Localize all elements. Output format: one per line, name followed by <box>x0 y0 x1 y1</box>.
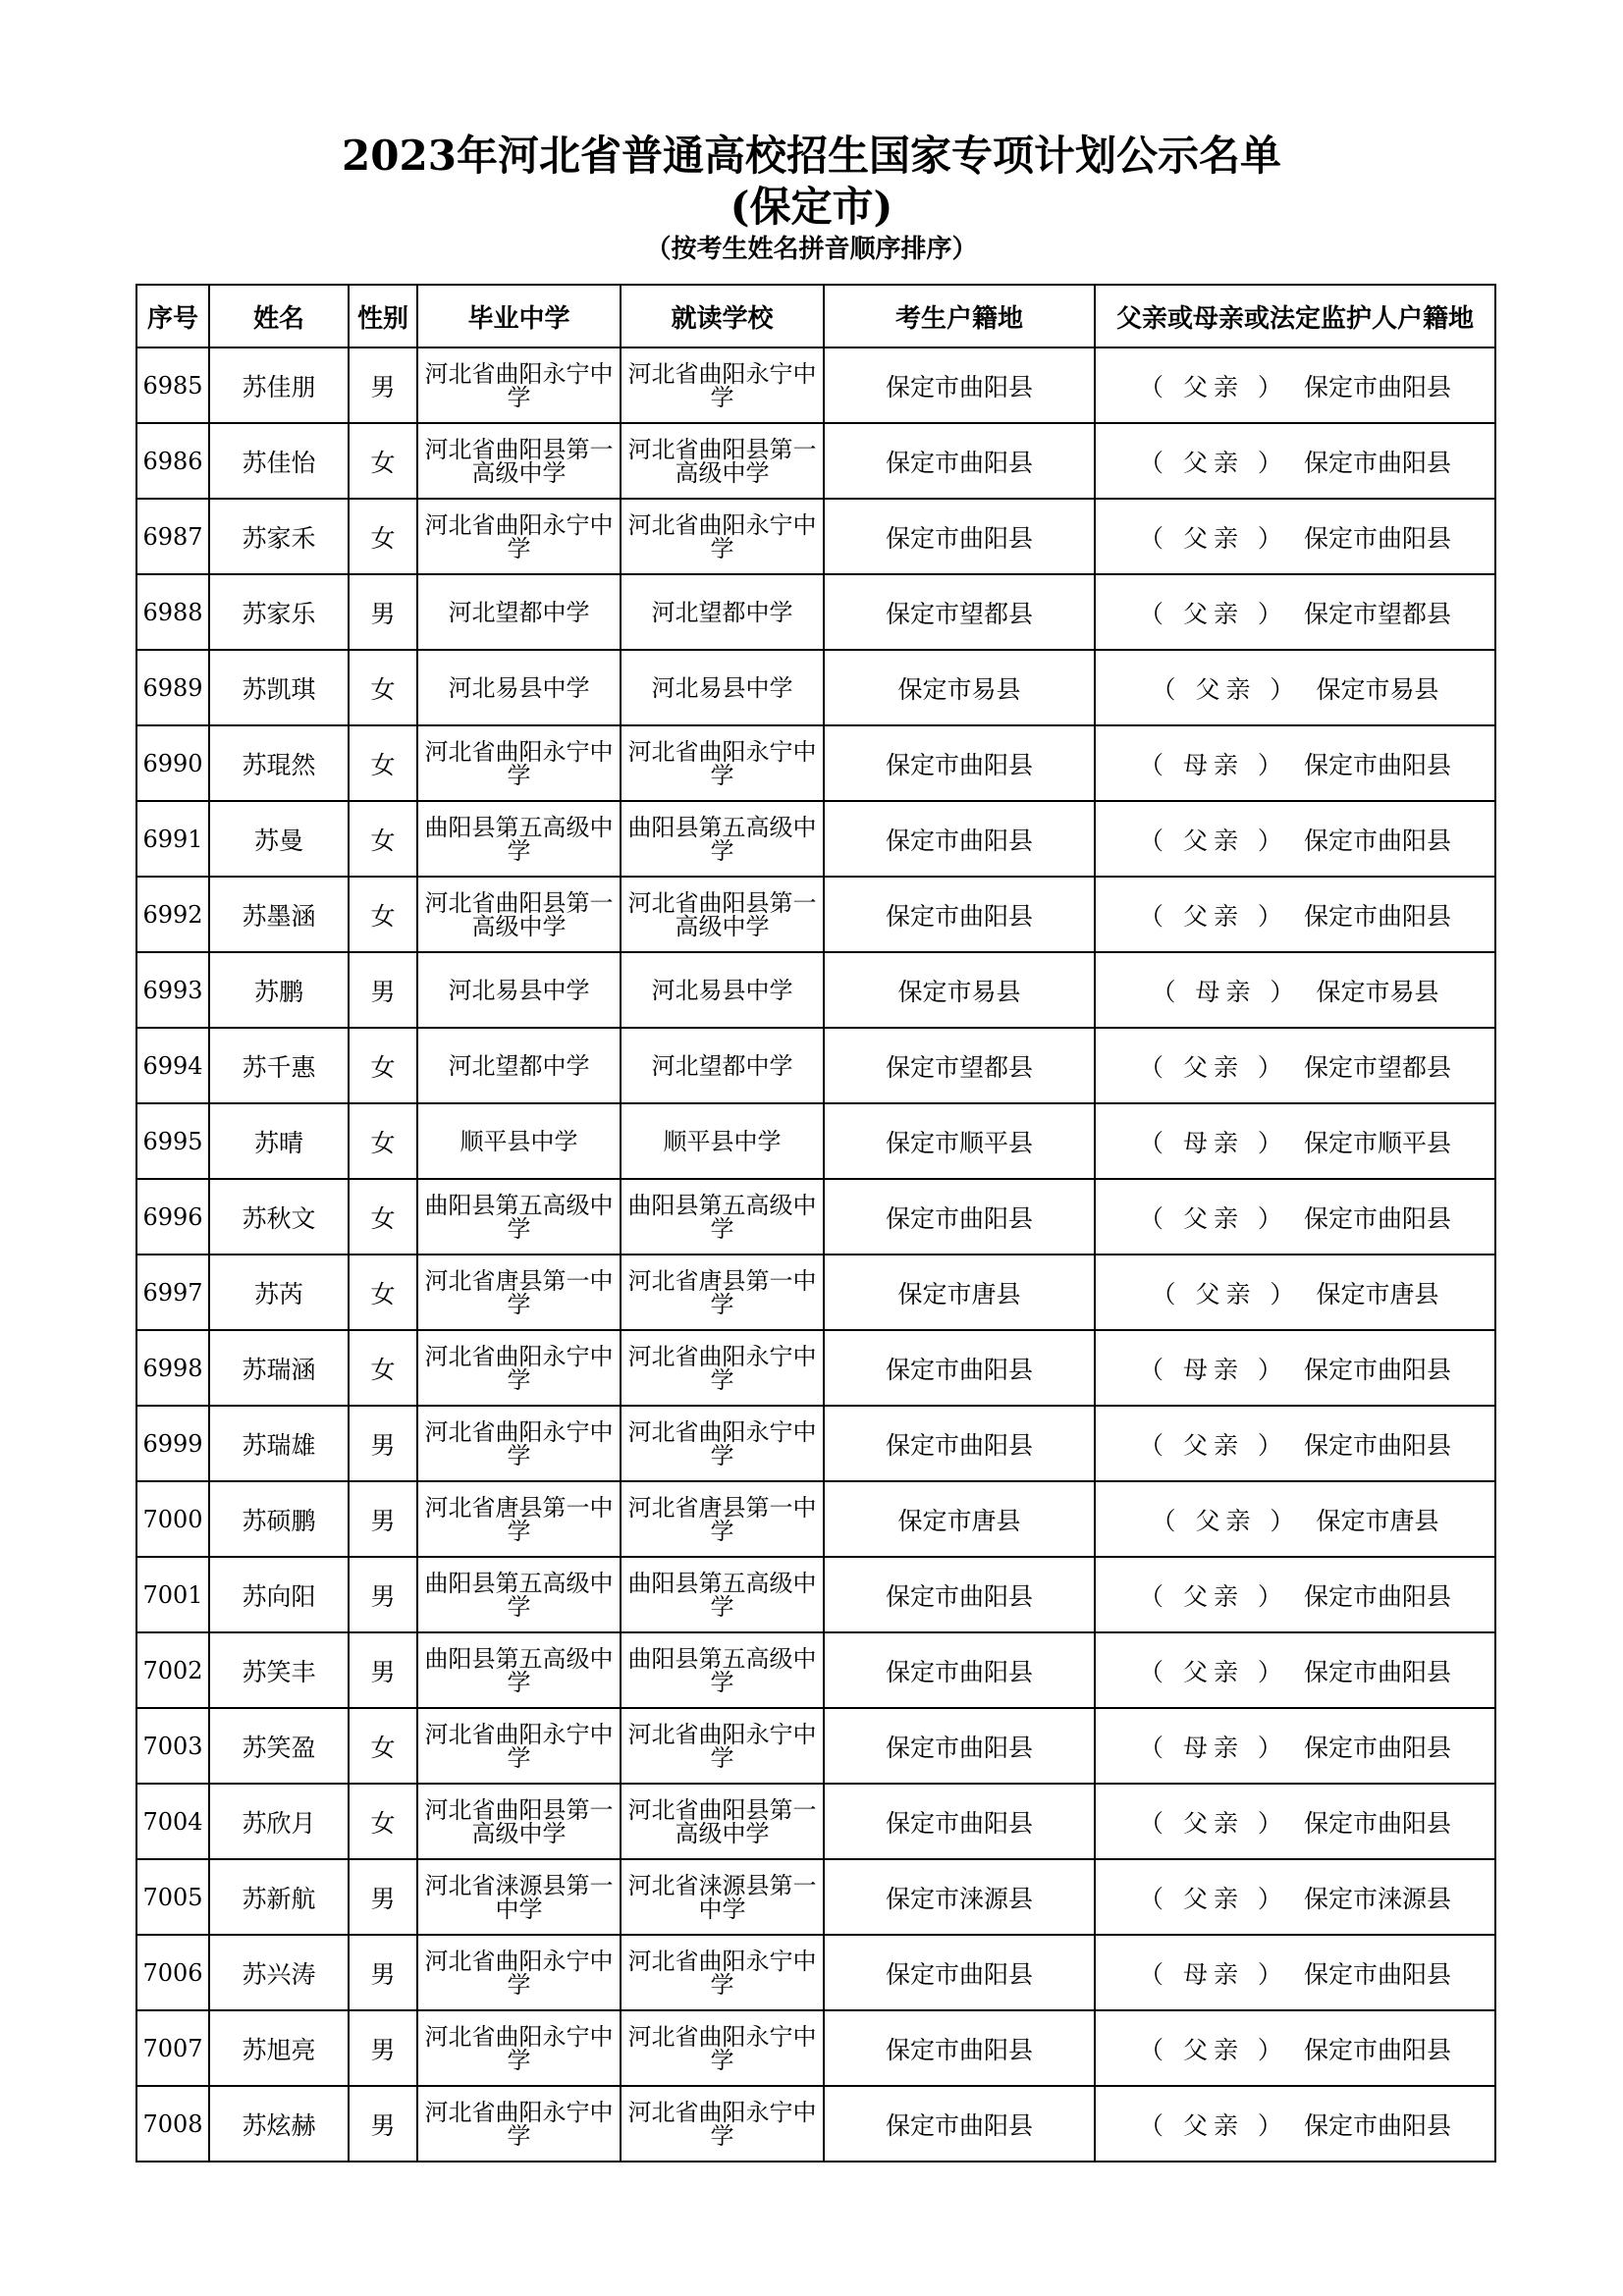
cell-name: 苏晴 <box>209 1103 349 1179</box>
cell-guardian-hukou <box>1095 1859 1495 1935</box>
table-row <box>136 1406 1495 1481</box>
guardian-relation: （ 母亲 ） <box>1139 1128 1288 1157</box>
guardian-relation: （ 父亲 ） <box>1139 1884 1288 1913</box>
cell-hukou: 保定市望都县 <box>824 1028 1095 1103</box>
guardian-place: 保定市曲阳县 <box>1303 750 1451 779</box>
cell-current-school: 河北省曲阳永宁中学 <box>621 1935 824 2010</box>
cell-name: 苏瑞涵 <box>209 1330 349 1406</box>
cell-grad-school: 曲阳县第五高级中学 <box>417 1632 621 1708</box>
cell-hukou: 保定市唐县 <box>824 1255 1095 1330</box>
cell-name: 苏炫赫 <box>209 2086 349 2162</box>
cell-guardian-hukou <box>1095 1255 1495 1330</box>
cell-gender: 女 <box>349 650 417 725</box>
cell-gender: 女 <box>349 423 417 499</box>
cell-hukou: 保定市望都县 <box>824 574 1095 650</box>
cell-current-school: 河北省曲阳永宁中学 <box>621 2086 824 2162</box>
cell-name: 苏鹏 <box>209 952 349 1028</box>
cell-hukou: 保定市曲阳县 <box>824 1708 1095 1784</box>
column-header-current-school: 就读学校 <box>621 285 824 347</box>
cell-current-school: 河北望都中学 <box>621 1028 824 1103</box>
table-row <box>136 1255 1495 1330</box>
guardian-place: 保定市曲阳县 <box>1303 826 1451 855</box>
cell-current-school: 河北省曲阳县第一高级中学 <box>621 877 824 952</box>
column-header-gender: 性别 <box>349 285 417 347</box>
guardian-place: 保定市曲阳县 <box>1303 523 1451 553</box>
cell-name: 苏千惠 <box>209 1028 349 1103</box>
cell-current-school: 河北省曲阳县第一高级中学 <box>621 1784 824 1859</box>
cell-current-school: 河北省曲阳永宁中学 <box>621 2010 824 2086</box>
cell-no: 6996 <box>136 1179 209 1255</box>
cell-guardian-hukou <box>1095 347 1495 423</box>
guardian-place: 保定市易县 <box>1316 674 1439 704</box>
cell-gender: 男 <box>349 2010 417 2086</box>
cell-current-school: 曲阳县第五高级中学 <box>621 1557 824 1632</box>
cell-no: 7003 <box>136 1708 209 1784</box>
cell-gender: 女 <box>349 499 417 574</box>
cell-grad-school: 河北省唐县第一中学 <box>417 1481 621 1557</box>
document-subtitle: (保定市) <box>730 183 893 231</box>
cell-gender: 女 <box>349 877 417 952</box>
cell-name: 苏凯琪 <box>209 650 349 725</box>
cell-guardian-hukou <box>1095 1557 1495 1632</box>
cell-hukou: 保定市曲阳县 <box>824 2086 1095 2162</box>
table-row <box>136 650 1495 725</box>
guardian-place: 保定市曲阳县 <box>1303 2110 1451 2140</box>
table-row <box>136 423 1495 499</box>
table-row <box>136 1859 1495 1935</box>
cell-grad-school: 河北易县中学 <box>417 952 621 1028</box>
cell-name: 苏硕鹏 <box>209 1481 349 1557</box>
cell-gender: 女 <box>349 1103 417 1179</box>
guardian-relation: （ 父亲 ） <box>1139 599 1288 628</box>
guardian-place: 保定市曲阳县 <box>1303 1581 1451 1611</box>
table-row <box>136 1557 1495 1632</box>
cell-no: 7008 <box>136 2086 209 2162</box>
cell-gender: 女 <box>349 801 417 877</box>
guardian-place: 保定市曲阳县 <box>1303 1355 1451 1384</box>
table-row <box>136 1103 1495 1179</box>
guardian-relation: （ 父亲 ） <box>1139 826 1288 855</box>
cell-name: 苏瑞雄 <box>209 1406 349 1481</box>
guardian-relation: （ 父亲 ） <box>1139 1203 1288 1233</box>
cell-grad-school: 河北省曲阳县第一高级中学 <box>417 877 621 952</box>
cell-grad-school: 河北省曲阳永宁中学 <box>417 347 621 423</box>
table-row <box>136 2010 1495 2086</box>
guardian-place: 保定市曲阳县 <box>1303 901 1451 931</box>
cell-name: 苏家禾 <box>209 499 349 574</box>
table-row <box>136 1028 1495 1103</box>
cell-guardian-hukou <box>1095 952 1495 1028</box>
cell-grad-school: 曲阳县第五高级中学 <box>417 801 621 877</box>
cell-no: 6991 <box>136 801 209 877</box>
cell-gender: 男 <box>349 574 417 650</box>
cell-no: 7002 <box>136 1632 209 1708</box>
guardian-place: 保定市望都县 <box>1303 599 1451 628</box>
table-row <box>136 1330 1495 1406</box>
cell-name: 苏旭亮 <box>209 2010 349 2086</box>
cell-no: 6993 <box>136 952 209 1028</box>
table-row <box>136 1708 1495 1784</box>
cell-current-school: 河北省涞源县第一中学 <box>621 1859 824 1935</box>
cell-current-school: 河北省曲阳永宁中学 <box>621 725 824 801</box>
cell-grad-school: 河北省曲阳永宁中学 <box>417 1708 621 1784</box>
cell-current-school: 河北望都中学 <box>621 574 824 650</box>
cell-grad-school: 河北省曲阳永宁中学 <box>417 2010 621 2086</box>
cell-guardian-hukou <box>1095 801 1495 877</box>
cell-no: 7000 <box>136 1481 209 1557</box>
cell-gender: 男 <box>349 952 417 1028</box>
cell-hukou: 保定市曲阳县 <box>824 1330 1095 1406</box>
cell-grad-school: 顺平县中学 <box>417 1103 621 1179</box>
guardian-place: 保定市唐县 <box>1316 1279 1439 1308</box>
table-row <box>136 877 1495 952</box>
cell-hukou: 保定市曲阳县 <box>824 499 1095 574</box>
cell-hukou: 保定市曲阳县 <box>824 1784 1095 1859</box>
table-row <box>136 1481 1495 1557</box>
cell-current-school: 曲阳县第五高级中学 <box>621 1632 824 1708</box>
cell-name: 苏向阳 <box>209 1557 349 1632</box>
cell-guardian-hukou <box>1095 877 1495 952</box>
cell-grad-school: 曲阳县第五高级中学 <box>417 1179 621 1255</box>
column-header-guardian-hukou: 父亲或母亲或法定监护人户籍地 <box>1095 285 1495 347</box>
guardian-place: 保定市涞源县 <box>1303 1884 1451 1913</box>
cell-grad-school: 河北省涞源县第一中学 <box>417 1859 621 1935</box>
table-row <box>136 1632 1495 1708</box>
cell-hukou: 保定市曲阳县 <box>824 1632 1095 1708</box>
cell-hukou: 保定市曲阳县 <box>824 2010 1095 2086</box>
cell-gender: 男 <box>349 347 417 423</box>
table-row <box>136 952 1495 1028</box>
column-header-no: 序号 <box>136 285 209 347</box>
table-row <box>136 1784 1495 1859</box>
guardian-place: 保定市曲阳县 <box>1303 1733 1451 1762</box>
guardian-relation: （ 父亲 ） <box>1151 1506 1301 1535</box>
table-row <box>136 1935 1495 2010</box>
cell-name: 苏佳怡 <box>209 423 349 499</box>
guardian-relation: （ 父亲 ） <box>1139 448 1288 477</box>
cell-hukou: 保定市曲阳县 <box>824 801 1095 877</box>
table-row <box>136 801 1495 877</box>
cell-no: 6995 <box>136 1103 209 1179</box>
guardian-place: 保定市曲阳县 <box>1303 372 1451 401</box>
cell-guardian-hukou <box>1095 725 1495 801</box>
cell-gender: 女 <box>349 1708 417 1784</box>
cell-hukou: 保定市易县 <box>824 650 1095 725</box>
cell-hukou: 保定市曲阳县 <box>824 1935 1095 2010</box>
cell-guardian-hukou <box>1095 1179 1495 1255</box>
cell-grad-school: 河北省曲阳永宁中学 <box>417 499 621 574</box>
cell-guardian-hukou <box>1095 423 1495 499</box>
cell-gender: 男 <box>349 1406 417 1481</box>
cell-guardian-hukou <box>1095 1481 1495 1557</box>
cell-name: 苏兴涛 <box>209 1935 349 2010</box>
cell-current-school: 曲阳县第五高级中学 <box>621 801 824 877</box>
cell-gender: 男 <box>349 1557 417 1632</box>
guardian-place: 保定市曲阳县 <box>1303 1657 1451 1686</box>
column-header-hukou: 考生户籍地 <box>824 285 1095 347</box>
cell-grad-school: 曲阳县第五高级中学 <box>417 1557 621 1632</box>
document-title: 2023年河北省普通高校招生国家专项计划公示名单 <box>342 132 1281 180</box>
cell-gender: 男 <box>349 1859 417 1935</box>
cell-current-school: 河北省唐县第一中学 <box>621 1481 824 1557</box>
guardian-relation: （ 父亲 ） <box>1139 1052 1288 1082</box>
cell-no: 6985 <box>136 347 209 423</box>
guardian-relation: （ 母亲 ） <box>1151 977 1301 1006</box>
cell-gender: 男 <box>349 1481 417 1557</box>
cell-current-school: 顺平县中学 <box>621 1103 824 1179</box>
cell-hukou: 保定市曲阳县 <box>824 347 1095 423</box>
guardian-place: 保定市曲阳县 <box>1303 1808 1451 1838</box>
cell-hukou: 保定市唐县 <box>824 1481 1095 1557</box>
cell-hukou: 保定市曲阳县 <box>824 423 1095 499</box>
cell-guardian-hukou <box>1095 499 1495 574</box>
cell-name: 苏佳朋 <box>209 347 349 423</box>
cell-hukou: 保定市顺平县 <box>824 1103 1095 1179</box>
cell-no: 6987 <box>136 499 209 574</box>
cell-guardian-hukou <box>1095 1330 1495 1406</box>
cell-guardian-hukou <box>1095 1784 1495 1859</box>
cell-grad-school: 河北省曲阳县第一高级中学 <box>417 423 621 499</box>
cell-current-school: 河北省曲阳永宁中学 <box>621 1708 824 1784</box>
cell-no: 7005 <box>136 1859 209 1935</box>
guardian-place: 保定市曲阳县 <box>1303 1959 1451 1989</box>
cell-grad-school: 河北省曲阳县第一高级中学 <box>417 1784 621 1859</box>
cell-guardian-hukou <box>1095 574 1495 650</box>
cell-current-school: 河北省曲阳永宁中学 <box>621 1406 824 1481</box>
guardian-relation: （ 父亲 ） <box>1139 1808 1288 1838</box>
cell-gender: 女 <box>349 1784 417 1859</box>
cell-no: 6989 <box>136 650 209 725</box>
guardian-relation: （ 父亲 ） <box>1151 1279 1301 1308</box>
cell-gender: 女 <box>349 1255 417 1330</box>
cell-guardian-hukou <box>1095 2086 1495 2162</box>
cell-current-school: 河北易县中学 <box>621 952 824 1028</box>
cell-current-school: 河北易县中学 <box>621 650 824 725</box>
guardian-place: 保定市唐县 <box>1316 1506 1439 1535</box>
cell-no: 6997 <box>136 1255 209 1330</box>
table-header-row <box>136 285 1495 347</box>
cell-grad-school: 河北省曲阳永宁中学 <box>417 1406 621 1481</box>
cell-guardian-hukou <box>1095 1103 1495 1179</box>
student-list-table <box>135 284 1496 2163</box>
guardian-relation: （ 母亲 ） <box>1139 1733 1288 1762</box>
guardian-relation: （ 父亲 ） <box>1139 1581 1288 1611</box>
guardian-relation: （ 母亲 ） <box>1139 750 1288 779</box>
cell-hukou: 保定市曲阳县 <box>824 1557 1095 1632</box>
cell-guardian-hukou <box>1095 1708 1495 1784</box>
guardian-relation: （ 父亲 ） <box>1139 523 1288 553</box>
guardian-place: 保定市曲阳县 <box>1303 448 1451 477</box>
cell-hukou: 保定市曲阳县 <box>824 877 1095 952</box>
table-row <box>136 574 1495 650</box>
cell-name: 苏琨然 <box>209 725 349 801</box>
cell-guardian-hukou <box>1095 2010 1495 2086</box>
cell-no: 6990 <box>136 725 209 801</box>
cell-name: 苏欣月 <box>209 1784 349 1859</box>
cell-current-school: 曲阳县第五高级中学 <box>621 1179 824 1255</box>
guardian-relation: （ 父亲 ） <box>1139 1657 1288 1686</box>
cell-grad-school: 河北望都中学 <box>417 574 621 650</box>
guardian-place: 保定市望都县 <box>1303 1052 1451 1082</box>
cell-grad-school: 河北望都中学 <box>417 1028 621 1103</box>
cell-guardian-hukou <box>1095 1935 1495 2010</box>
cell-gender: 男 <box>349 2086 417 2162</box>
cell-current-school: 河北省曲阳永宁中学 <box>621 1330 824 1406</box>
cell-name: 苏笑丰 <box>209 1632 349 1708</box>
cell-name: 苏曼 <box>209 801 349 877</box>
cell-current-school: 河北省曲阳永宁中学 <box>621 347 824 423</box>
guardian-relation: （ 父亲 ） <box>1139 372 1288 401</box>
cell-no: 7007 <box>136 2010 209 2086</box>
cell-name: 苏新航 <box>209 1859 349 1935</box>
cell-name: 苏笑盈 <box>209 1708 349 1784</box>
cell-guardian-hukou <box>1095 1632 1495 1708</box>
guardian-relation: （ 父亲 ） <box>1139 2035 1288 2064</box>
cell-grad-school: 河北省唐县第一中学 <box>417 1255 621 1330</box>
cell-no: 6999 <box>136 1406 209 1481</box>
guardian-place: 保定市顺平县 <box>1303 1128 1451 1157</box>
cell-grad-school: 河北省曲阳永宁中学 <box>417 1935 621 2010</box>
cell-grad-school: 河北易县中学 <box>417 650 621 725</box>
cell-no: 6998 <box>136 1330 209 1406</box>
cell-gender: 女 <box>349 1028 417 1103</box>
guardian-relation: （ 父亲 ） <box>1139 2110 1288 2140</box>
cell-hukou: 保定市曲阳县 <box>824 1179 1095 1255</box>
guardian-relation: （ 母亲 ） <box>1139 1959 1288 1989</box>
cell-name: 苏芮 <box>209 1255 349 1330</box>
guardian-relation: （ 父亲 ） <box>1139 901 1288 931</box>
cell-no: 6992 <box>136 877 209 952</box>
cell-current-school: 河北省曲阳县第一高级中学 <box>621 423 824 499</box>
guardian-place: 保定市曲阳县 <box>1303 1203 1451 1233</box>
column-header-name: 姓名 <box>209 285 349 347</box>
table-row <box>136 1179 1495 1255</box>
cell-gender: 男 <box>349 1632 417 1708</box>
guardian-relation: （ 父亲 ） <box>1139 1430 1288 1460</box>
cell-name: 苏家乐 <box>209 574 349 650</box>
cell-guardian-hukou <box>1095 1028 1495 1103</box>
table-row <box>136 499 1495 574</box>
guardian-place: 保定市易县 <box>1316 977 1439 1006</box>
cell-gender: 女 <box>349 1179 417 1255</box>
cell-guardian-hukou <box>1095 650 1495 725</box>
cell-current-school: 河北省曲阳永宁中学 <box>621 499 824 574</box>
sort-note: （按考生姓名拼音顺序排序） <box>645 235 978 264</box>
cell-no: 7006 <box>136 1935 209 2010</box>
cell-hukou: 保定市易县 <box>824 952 1095 1028</box>
cell-name: 苏秋文 <box>209 1179 349 1255</box>
cell-no: 7001 <box>136 1557 209 1632</box>
cell-name: 苏墨涵 <box>209 877 349 952</box>
cell-grad-school: 河北省曲阳永宁中学 <box>417 2086 621 2162</box>
cell-gender: 女 <box>349 1330 417 1406</box>
cell-grad-school: 河北省曲阳永宁中学 <box>417 1330 621 1406</box>
cell-hukou: 保定市曲阳县 <box>824 1406 1095 1481</box>
guardian-relation: （ 父亲 ） <box>1151 674 1301 704</box>
column-header-grad-school: 毕业中学 <box>417 285 621 347</box>
cell-hukou: 保定市涞源县 <box>824 1859 1095 1935</box>
table-row <box>136 2086 1495 2162</box>
cell-gender: 男 <box>349 1935 417 2010</box>
cell-no: 6988 <box>136 574 209 650</box>
cell-current-school: 河北省唐县第一中学 <box>621 1255 824 1330</box>
cell-grad-school: 河北省曲阳永宁中学 <box>417 725 621 801</box>
guardian-place: 保定市曲阳县 <box>1303 1430 1451 1460</box>
cell-no: 7004 <box>136 1784 209 1859</box>
cell-gender: 女 <box>349 725 417 801</box>
guardian-relation: （ 母亲 ） <box>1139 1355 1288 1384</box>
guardian-place: 保定市曲阳县 <box>1303 2035 1451 2064</box>
cell-no: 6994 <box>136 1028 209 1103</box>
table-row <box>136 347 1495 423</box>
table-row <box>136 725 1495 801</box>
cell-no: 6986 <box>136 423 209 499</box>
cell-hukou: 保定市曲阳县 <box>824 725 1095 801</box>
cell-guardian-hukou <box>1095 1406 1495 1481</box>
